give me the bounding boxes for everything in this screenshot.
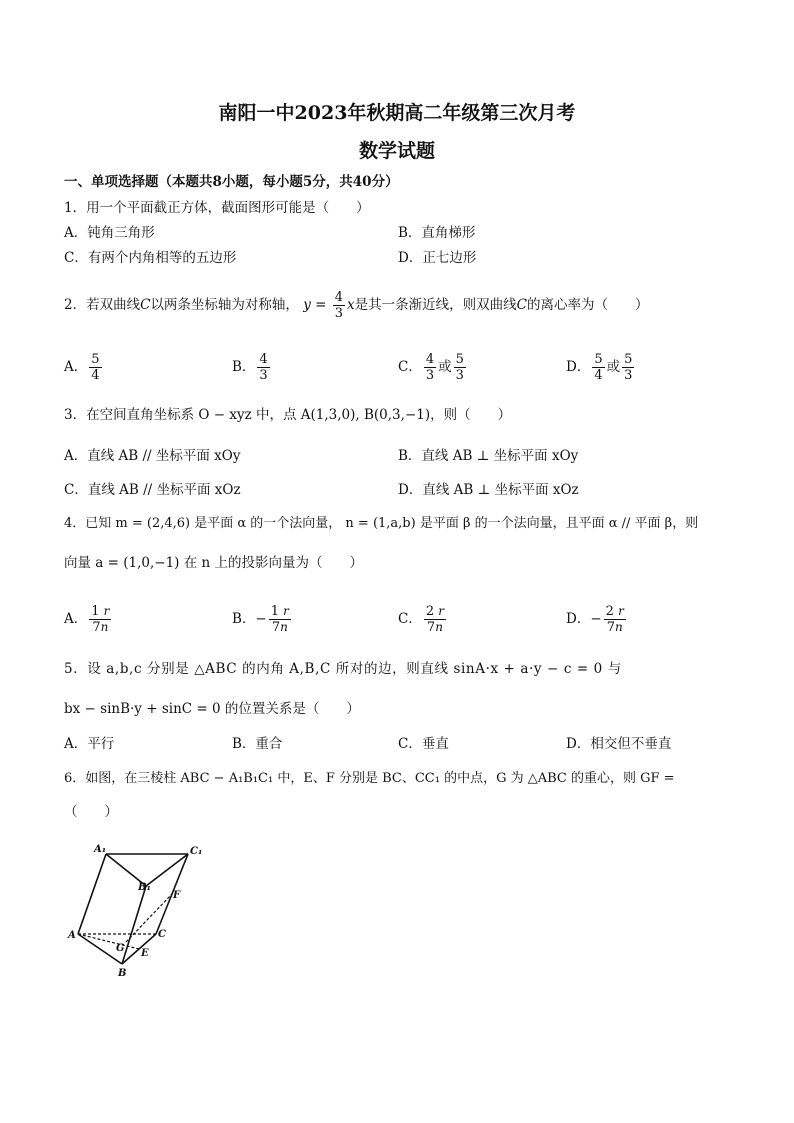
q2-stem [64,290,649,321]
frac-den: 3 [624,368,633,383]
frac-num: 2 [605,604,614,619]
option-fraction [604,604,626,635]
q2-asym-x: x [347,297,355,313]
option-label: D． [566,359,591,375]
option-label: A． [64,359,88,375]
q5-option-d: D．相交但不垂直 [566,736,672,752]
q3-option-b: B．直线 AB ⊥ 坐标平面 xOy [398,448,579,464]
frac-den: 7 [606,620,615,635]
q2-stem-part: 以两条坐标轴为对称轴， [150,297,299,313]
frac-den: 3 [334,306,344,321]
option-label: A． [64,611,88,627]
label-f: F [173,890,181,901]
option-label: D． [566,611,591,627]
frac-num: 5 [91,352,100,367]
q2-stem-part: 2．若双曲线 [64,297,141,313]
label-b1: B₁ [138,882,151,893]
exam-title: 南阳一中2023年秋期高二年级第三次月考 [218,102,576,124]
q3-option-a: A．直线 AB // 坐标平面 xOy [64,448,241,464]
option-label: C． [398,611,422,627]
frac-num: 1 [270,604,280,619]
frac-den: 4 [594,368,603,383]
q3-option-d: D．直线 AB ⊥ 坐标平面 xOz [398,482,579,498]
q2-stem-part: 的离心率为（ ） [527,297,649,313]
q2-var: C [516,297,528,313]
frac-num: 4 [334,290,344,305]
option-fraction [89,352,101,383]
frac-num: 5 [455,352,464,367]
option-or: 或 [438,359,452,375]
q6-line1: 6．如图，在三棱柱 ABC − A₁B₁C₁ 中，E、F 分别是 BC、CC₁ 的中点，G 为 △ABC 的重心，则 GF = [64,771,675,786]
option-sign: − [255,611,267,627]
frac-num: 5 [624,352,633,367]
q4-option-d [566,604,628,635]
q1-stem: 1．用一个平面截正方体，截面图形可能是（ ） [64,200,370,216]
frac-den: 7 [92,620,101,635]
frac-num: 5 [594,352,603,367]
vector-mark: r [618,604,624,618]
option-fraction [424,604,446,635]
frac-num: 2 [425,604,435,619]
q3-option-c: C．直线 AB // 坐标平面 xOz [64,482,241,498]
option-fraction [622,352,634,383]
q4-option-a [64,604,113,635]
frac-den: 3 [425,368,435,383]
q4-line2: 向量 a = (1,0,−1) 在 n 上的投影向量为（ ） [64,555,363,571]
option-fraction [269,604,291,635]
option-label: B． [232,359,256,375]
q6-line2: （ ） [64,804,118,820]
vector-mark: r [283,604,289,618]
frac-den: 4 [91,368,100,383]
frac-num: 1 [91,604,100,619]
q5-option-b: B．重合 [232,736,283,752]
frac-num: 4 [259,352,268,367]
frac-den: 3 [259,368,268,383]
edge-aa1 [78,854,106,934]
vector-n: n [435,620,443,634]
option-sign: − [590,611,602,627]
q2-option-d [566,352,636,383]
q2-stem-part: 是其一条渐近线，则双曲线 [354,297,517,313]
frac-den: 7 [426,620,436,635]
label-g: G [116,943,125,954]
q1-option-a: A．钝角三角形 [64,225,155,241]
frac-den: 3 [455,368,464,383]
option-label: C． [398,359,422,375]
q4-option-c [398,604,448,635]
q2-var: C [140,297,151,313]
prism-figure [66,838,206,978]
q5-line2: bx − sinB·y + sinC = 0 的位置关系是（ ） [64,701,360,717]
frac-num: 4 [425,352,435,367]
label-a1: A₁ [94,844,107,855]
option-fraction [454,352,466,383]
label-a: A [68,930,76,941]
option-or: 或 [606,359,621,375]
exam-subtitle: 数学试题 [358,140,435,162]
q1-option-b: B．直角梯形 [398,225,476,241]
q1-option-d: D．正七边形 [398,250,477,266]
vector-n: n [100,620,109,634]
q4-line1: 4．已知 m = (2,4,6) 是平面 α 的一个法向量， n = (1,a,b) 是平面 β 的一个法向量，且平面 α // 平面 β，则 [64,516,699,531]
vector-n: n [615,620,623,634]
section-heading: 一、单项选择题（本题共8小题，每小题5分，共40分） [64,174,399,190]
q4-option-b [232,604,293,635]
q1-option-c: C．有两个内角相等的五边形 [64,250,237,266]
q3-stem: 3．在空间直角坐标系 O − xyz 中，点 A(1,3,0), B(0,3,−1)，则（ ） [64,407,512,423]
option-label: B． [232,611,256,627]
q2-asym-fraction [333,290,345,321]
option-fraction [257,352,269,383]
label-e: E [141,948,149,959]
q2-asym-y: y = [303,297,327,313]
vector-n: n [280,620,288,634]
label-c1: C₁ [190,846,203,857]
option-fraction [424,352,436,383]
option-fraction [592,352,604,383]
label-c: C [158,929,166,940]
q2-option-c [398,352,468,383]
vector-mark: r [103,604,110,618]
option-fraction [89,604,111,635]
q5-line1: 5．设 a,b,c 分别是 △ABC 的内角 A,B,C 所对的边，则直线 sinA·x + a·y − c = 0 与 [64,661,622,677]
q5-option-a: A．平行 [64,736,115,752]
q2-option-b [232,352,272,383]
q5-option-c: C．垂直 [398,736,449,752]
label-b: B [118,968,127,978]
q2-option-a [64,352,104,383]
vector-mark: r [438,604,445,618]
frac-den: 7 [271,620,281,635]
